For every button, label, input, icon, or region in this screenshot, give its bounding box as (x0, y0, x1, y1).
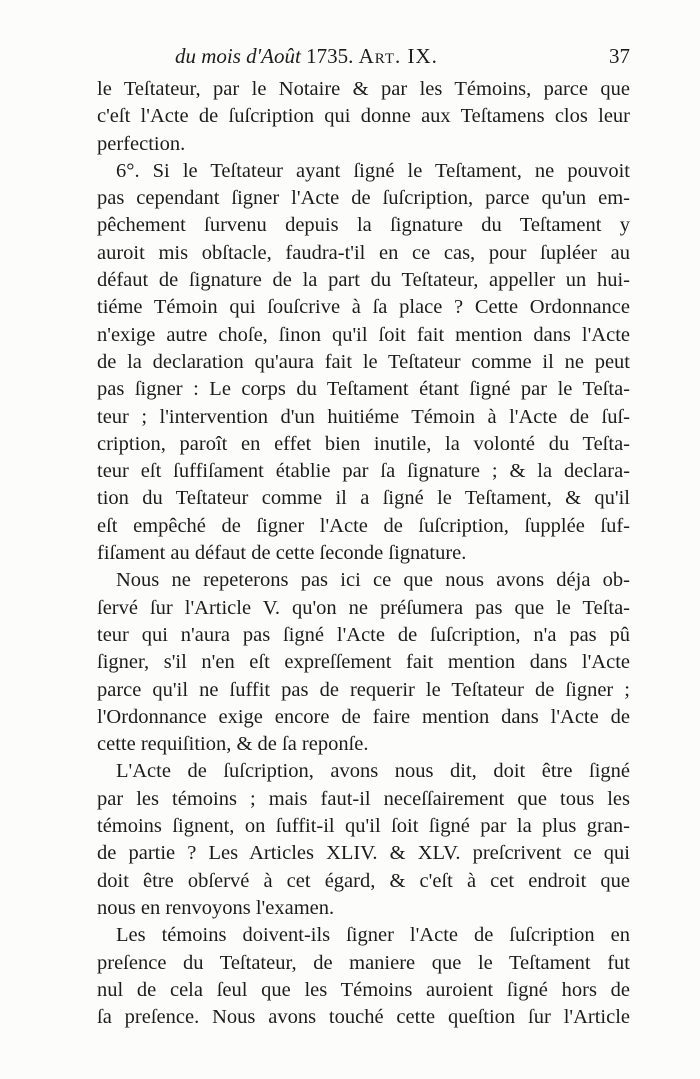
text-line: auroit mis obſtacle, faudra-t'il en ce cas, pour ſupléer au (97, 241, 630, 264)
text-line: cette requiſition, & de ſa reponſe. (97, 733, 369, 756)
text-line: de la declaration qu'aura fait le Teſtateur comme il ne peut (97, 350, 630, 373)
text-line: fiſament au défaut de cette ſeconde ſignature. (97, 542, 467, 565)
text-line: témoins ſignent, on ſuffit-il qu'il ſoit ſigné par la plus gran- (97, 815, 630, 838)
text-line: défaut de ſignature de la part du Teſtateur, appeller un hui- (97, 269, 630, 292)
text-line: doit être obſervé à cet égard, & c'eſt à cet endroit que (97, 869, 630, 892)
text-line: ſervé ſur l'Article V. qu'on ne préſumera pas que le Teſta- (97, 596, 630, 619)
text-line: c'eſt l'Acte de ſuſcription qui donne aux Teſtamens clos leur (97, 105, 630, 128)
text-line: Les témoins doivent-ils ſigner l'Acte de ſuſcription en (116, 924, 630, 947)
text-line: pêchement ſurvenu depuis la ſignature du Teſtament y (97, 214, 630, 237)
text-line: preſence du Teſtateur, de maniere que le Teſtament fut (97, 951, 630, 974)
text-line: par les témoins ; mais faut-il neceſſairement que tous les (97, 787, 630, 810)
page-body-text (97, 76, 630, 1031)
text-line: Nous ne repeterons pas ici ce que nous avons déja ob- (116, 569, 630, 592)
text-line: l'Ordonnance exige encore de faire mention dans l'Acte de (97, 705, 630, 728)
running-title-year: 1735. (306, 44, 354, 68)
text-line: le Teſtateur, par le Notaire & par les Témoins, parce que (97, 78, 630, 100)
page-number: 37 (609, 44, 630, 68)
text-line: ſa preſence. Nous avons touché cette queſtion ſur l'Article (97, 1006, 630, 1029)
text-line: nous en renvoyons l'examen. (97, 896, 335, 919)
text-line: parce qu'il ne ſuffit pas de requerir le Teſtateur de ſigner ; (97, 678, 630, 701)
text-line: pas ſigner : Le corps du Teſtament étant ſigné par le Teſta- (97, 378, 630, 401)
text-line: nul de cela ſeul que les Témoins auroient ſigné hors de (97, 978, 630, 1001)
text-line: 6°. Si le Teſtateur ayant ſigné le Teſtament, ne pouvoit (116, 159, 630, 182)
text-line: n'exige autre choſe, ſinon qu'il ſoit fait mention dans l'Acte (97, 323, 630, 346)
text-line: ſigner, s'il n'en eſt expreſſement fait mention dans l'Acte (97, 651, 630, 674)
running-title-article: Art. IX. (358, 44, 438, 68)
text-line: tion du Teſtateur comme il a ſigné le Teſtament, & qu'il (97, 487, 630, 510)
page-header (95, 44, 630, 74)
text-line: eſt empêché de ſigner l'Acte de ſuſcription, ſupplée ſuf- (97, 514, 630, 537)
text-line: pas cependant ſigner l'Acte de ſuſcription, parce qu'un em- (97, 187, 630, 210)
text-line: perfection. (97, 132, 186, 155)
text-line: L'Acte de ſuſcription, avons nous dit, doit être ſigné (116, 760, 630, 783)
text-line: teur qui n'aura pas ſigné l'Acte de ſuſcription, n'a pas pû (97, 623, 630, 646)
text-line: cription, paroît en effet bien inutile, la volonté du Teſta- (97, 432, 630, 455)
text-line: teur eſt ſuffiſament établie par ſa ſignature ; & la declara- (97, 460, 630, 483)
running-title-date: du mois d'Août (175, 44, 301, 68)
text-line: de partie ? Les Articles XLIV. & XLV. preſcrivent ce qui (97, 842, 630, 865)
text-line: tiéme Témoin qui ſouſcrive à ſa place ? Cette Ordonnance (97, 296, 630, 319)
running-title (175, 44, 438, 69)
text-line: teur ; l'intervention d'un huitiéme Témoin à l'Acte de ſuſ- (97, 405, 630, 428)
